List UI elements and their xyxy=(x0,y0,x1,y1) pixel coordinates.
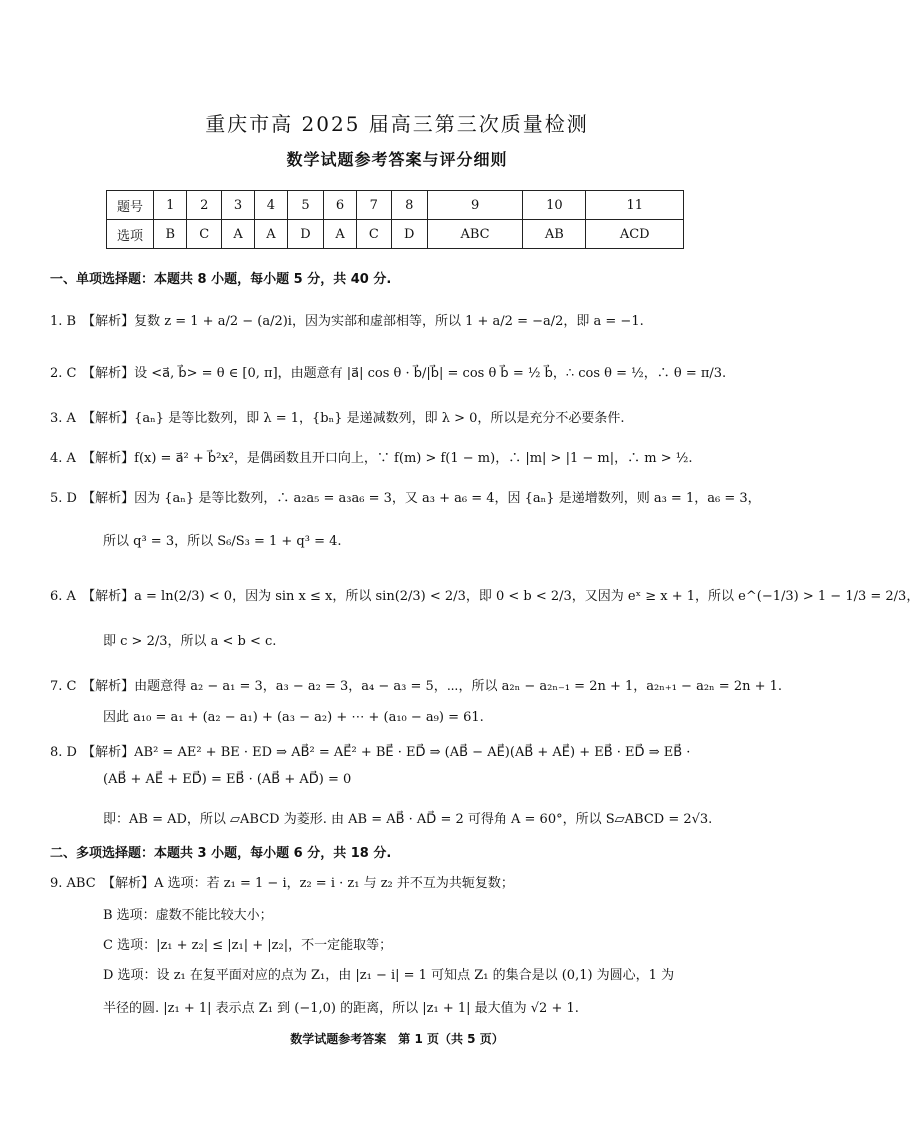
solution-line xyxy=(103,706,484,725)
table-cell-number: 10 xyxy=(523,191,586,220)
solution-line xyxy=(103,772,351,787)
solution-line xyxy=(103,808,712,827)
answer-table xyxy=(106,190,684,249)
solution-line xyxy=(50,585,919,604)
solution-text: 【解析】a = ln(2/3) < 0，因为 sin x ≤ x，所以 sin(2/3) < 2/3，即 0 < b < 2/3，又因为 eˣ ≥ x + 1，所以 e^(−1/3) > 1 − 1/3 = 2/3， xyxy=(82,589,919,604)
solution-tag: 9. ABC xyxy=(50,876,96,891)
solution-text: 【解析】复数 z = 1 + a/2 − (a/2)i，因为实部和虚部相等，所以 1 + a/2 = −a/2，即 a = −1. xyxy=(82,314,644,329)
solution-text: D 选项：设 z₁ 在复平面对应的点为 Z₁，由 |z₁ − i| = 1 可知点 Z₁ 的集合是以 (0,1) 为圆心，1 为 xyxy=(103,968,675,983)
solution-tag: 1. B xyxy=(50,314,77,329)
table-cell-answer: AB xyxy=(523,220,586,249)
document-title: 重庆市高 2025 届高三第三次质量检测 xyxy=(205,112,589,136)
solution-text: 因此 a₁₀ = a₁ + (a₂ − a₁) + (a₃ − a₂) + ⋯ + (a₁₀ − a₉) = 61. xyxy=(103,710,484,725)
table-cell-number: 11 xyxy=(586,191,684,220)
table-cell-number: 8 xyxy=(391,191,427,220)
solution-text: 【解析】A 选项：若 z₁ = 1 − i，z₂ = i · z₁ 与 z₂ 并不互为共轭复数； xyxy=(102,876,514,891)
page-footer: 数学试题参考答案 第 1 页（共 5 页） xyxy=(290,1032,504,1046)
table-cell-number: 6 xyxy=(324,191,357,220)
document-subtitle: 数学试题参考答案与评分细则 xyxy=(286,150,508,169)
solution-line xyxy=(50,487,761,506)
solution-text: 【解析】设 <a⃗, b⃗> = θ ∈ [0, π]，由题意有 |a⃗| cos θ · b⃗/|b⃗| = cos θ b⃗ = ½ b⃗，∴ cos θ = ½，∴ θ = π/3. xyxy=(82,366,727,381)
solution-text: 即：AB = AD，所以 ▱ABCD 为菱形. 由 AB = AB⃗ · AD⃗ = 2 可得角 A = 60°，所以 S▱ABCD = 2√3. xyxy=(103,812,713,827)
solution-line xyxy=(103,530,342,549)
section-heading-multi-choice: 二、多项选择题：本题共 3 小题，每小题 6 分，共 18 分. xyxy=(50,846,392,861)
solution-line xyxy=(103,934,392,953)
table-cell-answer: A xyxy=(222,220,255,249)
solution-tag: 7. C xyxy=(50,679,77,694)
solution-text: (AB⃗ + AE⃗ + ED⃗) = EB⃗ · (AB⃗ + AD⃗) = 0 xyxy=(103,772,352,787)
table-cell-answer: A xyxy=(255,220,288,249)
table-cell-answer: ABC xyxy=(427,220,522,249)
solution-line xyxy=(50,741,690,760)
solution-line xyxy=(50,447,692,466)
answer-table-number-row xyxy=(107,191,684,220)
solution-line xyxy=(50,362,726,381)
table-cell-answer: ACD xyxy=(586,220,684,249)
table-cell-answer: B xyxy=(154,220,187,249)
table-cell-number: 4 xyxy=(255,191,288,220)
table-cell-number: 5 xyxy=(287,191,323,220)
solution-text: 半径的圆. |z₁ + 1| 表示点 Z₁ 到 (−1,0) 的距离，所以 |z₁ + 1| 最大值为 √2 + 1. xyxy=(103,1001,579,1016)
table-cell-number: 9 xyxy=(427,191,522,220)
solution-line xyxy=(50,310,644,329)
solution-line xyxy=(103,630,276,649)
table-cell-number: 3 xyxy=(222,191,255,220)
solution-line xyxy=(50,675,782,694)
solution-text: B 选项：虚数不能比较大小； xyxy=(103,908,273,923)
answer-table-answer-row xyxy=(107,220,684,249)
solution-tag: 2. C xyxy=(50,366,77,381)
solution-line xyxy=(50,872,514,891)
table-cell-answer: D xyxy=(391,220,427,249)
table-cell-answer: A xyxy=(324,220,357,249)
solution-line xyxy=(103,964,674,983)
solution-text: 即 c > 2/3，所以 a < b < c. xyxy=(103,634,277,649)
solution-text: 【解析】{aₙ} 是等比数列，即 λ = 1，{bₙ} 是递减数列，即 λ > 0，所以是充分不必要条件. xyxy=(82,411,625,426)
solution-tag: 3. A xyxy=(50,411,76,426)
solution-tag: 4. A xyxy=(50,451,76,466)
solution-line xyxy=(103,904,273,923)
row-label-number: 题号 xyxy=(107,191,154,220)
solution-text: 【解析】因为 {aₙ} 是等比数列，∴ a₂a₅ = a₃a₆ = 3，又 a₃ + a₆ = 4，因 {aₙ} 是递增数列，则 a₃ = 1，a₆ = 3， xyxy=(82,491,761,506)
solution-tag: 5. D xyxy=(50,491,77,506)
solution-text: 【解析】由题意得 a₂ − a₁ = 3，a₃ − a₂ = 3，a₄ − a₃ = 5，⋯，所以 a₂ₙ − a₂ₙ₋₁ = 2n + 1，a₂ₙ₊₁ − a₂ₙ = 2n + 1. xyxy=(82,679,783,694)
table-cell-number: 7 xyxy=(356,191,391,220)
table-cell-answer: C xyxy=(356,220,391,249)
solution-text: C 选项：|z₁ + z₂| ≤ |z₁| + |z₂|，不一定能取等； xyxy=(103,938,393,953)
solution-text: 【解析】AB² = AE² + BE · ED ⇒ AB⃗² = AE⃗² + BE⃗ · ED⃗ ⇒ (AB⃗ − AE⃗)(AB⃗ + AE⃗) + EB⃗ · ED⃗ ⇒ EB⃗ · xyxy=(82,745,691,760)
section-heading-single-choice: 一、单项选择题：本题共 8 小题，每小题 5 分，共 40 分. xyxy=(50,272,392,287)
solution-tag: 6. A xyxy=(50,589,76,604)
table-cell-number: 1 xyxy=(154,191,187,220)
solution-tag: 8. D xyxy=(50,745,77,760)
solution-text: 所以 q³ = 3，所以 S₆/S₃ = 1 + q³ = 4. xyxy=(103,534,342,549)
table-cell-answer: C xyxy=(187,220,222,249)
row-label-answer: 选项 xyxy=(107,220,154,249)
solution-line xyxy=(50,407,625,426)
solution-line xyxy=(103,997,579,1016)
table-cell-answer: D xyxy=(287,220,323,249)
solution-text: 【解析】f(x) = a⃗² + b⃗²x²，是偶函数且开口向上，∵ f(m) > f(1 − m)，∴ |m| > |1 − m|，∴ m > ½. xyxy=(82,451,693,466)
table-cell-number: 2 xyxy=(187,191,222,220)
